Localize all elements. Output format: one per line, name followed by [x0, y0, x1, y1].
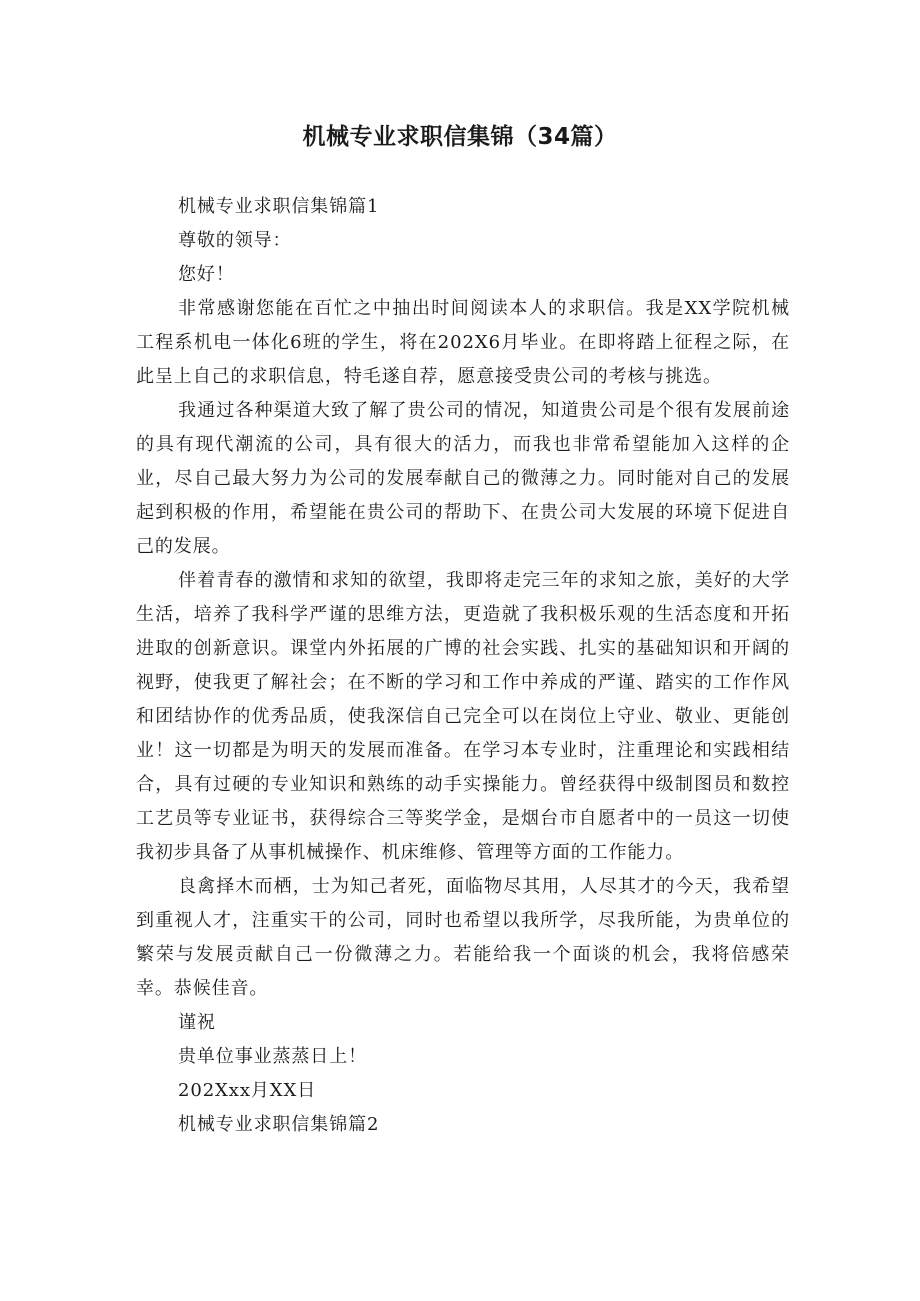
body-paragraph-company: 我通过各种渠道大致了解了贵公司的情况，知道贵公司是个很有发展前途的具有现代潮流的公司，具有很大的活力，而我也非常希望能加入这样的企业，尽自己最大努力为公司的发展奉献自己的微薄之力。同时能对自己的发展起到积极的作用，希望能在贵公司的帮助下、在贵公司大发展的环境下促进自己的发展。 — [136, 400, 790, 557]
document-body — [136, 190, 790, 1142]
closing-wish: 谨祝 — [178, 1012, 216, 1033]
section-heading-1: 机械专业求职信集锦篇1 — [178, 196, 380, 217]
letter-date: 202Xxx月XX日 — [178, 1080, 317, 1101]
document-title: 机械专业求职信集锦（34篇） — [302, 124, 618, 150]
section-heading-2: 机械专业求职信集锦篇2 — [178, 1114, 380, 1135]
greeting: 您好！ — [178, 264, 235, 285]
closing-blessing: 贵单位事业蒸蒸日上！ — [178, 1046, 367, 1067]
body-paragraph-closing: 良禽择木而栖，士为知己者死，面临物尽其用，人尽其才的今天，我希望到重视人才，注重实干的公司，同时也希望以我所学，尽我所能，为贵单位的繁荣与发展贡献自己一份微薄之力。若能给我一个面谈的机会，我将倍感荣幸。恭候佳音。 — [136, 876, 790, 999]
body-paragraph-intro: 非常感谢您能在百忙之中抽出时间阅读本人的求职信。我是XX学院机械工程系机电一体化6班的学生，将在202X6月毕业。在即将踏上征程之际，在此呈上自己的求职信息，特毛遂自荐，愿意接受贵公司的考核与挑选。 — [136, 298, 790, 387]
body-paragraph-experience: 伴着青春的激情和求知的欲望，我即将走完三年的求知之旅，美好的大学生活，培养了我科学严谨的思维方法，更造就了我积极乐观的生活态度和开拓进取的创新意识。课堂内外拓展的广博的社会实践、扎实的基础知识和开阔的视野，使我更了解社会；在不断的学习和工作中养成的严谨、踏实的工作作风和团结协作的优秀品质，使我深信自己完全可以在岗位上守业、敬业、更能创业！这一切都是为明天的发展而准备。在学习本专业时，注重理论和实践相结合，具有过硬的专业知识和熟练的动手实操能力。曾经获得中级制图员和数控工艺员等专业证书，获得综合三等奖学金，是烟台市自愿者中的一员这一切使我初步具备了从事机械操作、机床维修、管理等方面的工作能力。 — [136, 570, 790, 863]
salutation: 尊敬的领导： — [178, 230, 292, 251]
